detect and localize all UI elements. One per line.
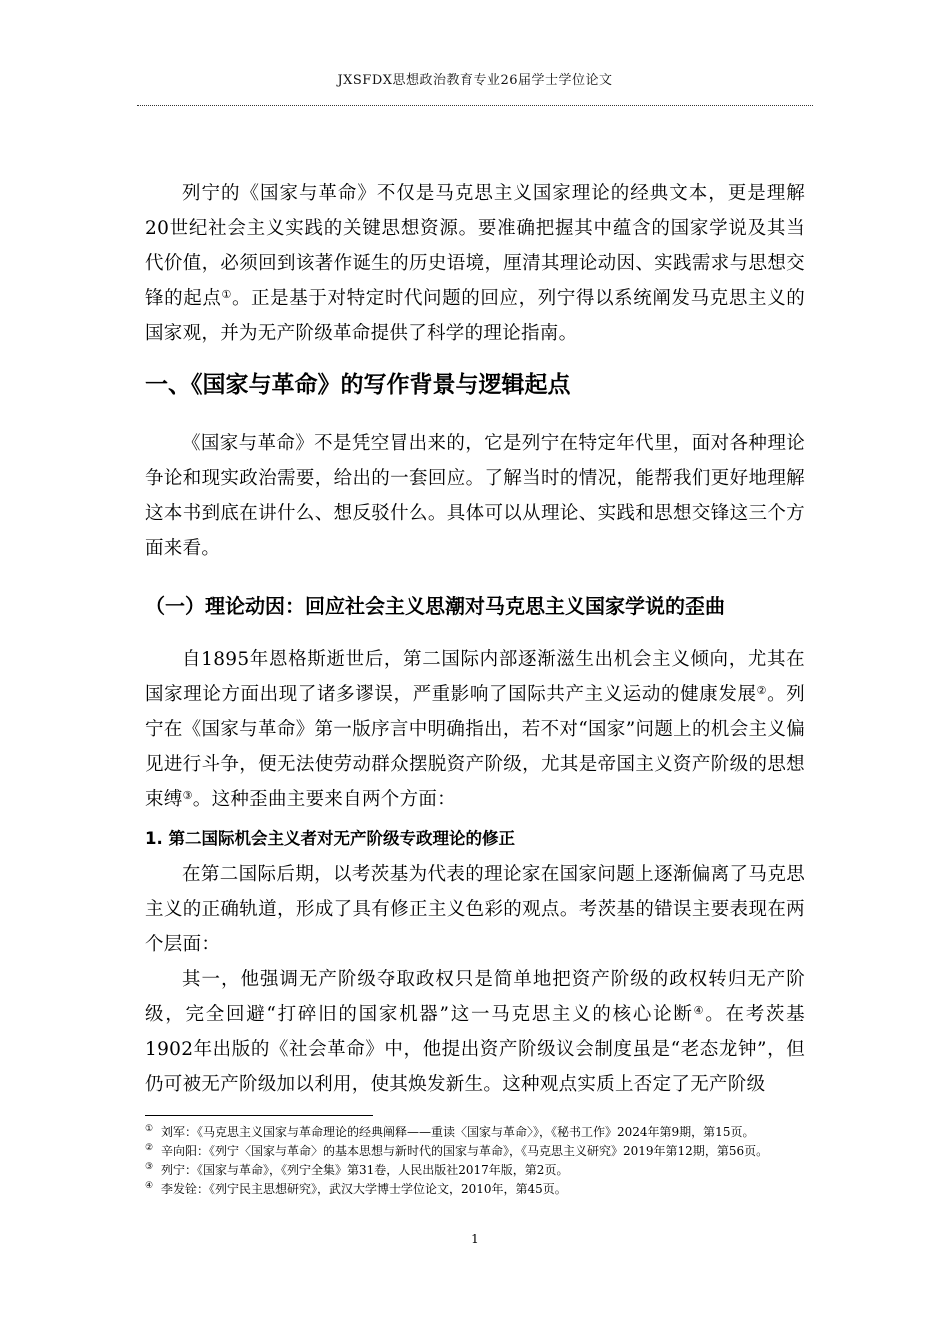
intro-paragraph bbox=[145, 176, 805, 351]
footnote-item bbox=[145, 1123, 805, 1142]
header-divider bbox=[137, 105, 813, 106]
section-heading-1: 一、《国家与革命》的写作背景与逻辑起点 bbox=[145, 372, 571, 398]
para4-text-2: 。在考茨基1902年出版的《社会革命》中，他提出资产阶级议会制度虽是“老态龙钟”，但仍可被无产阶级加以利用，使其焕发新生。这种观点实质上否定了无产阶级 bbox=[145, 1004, 805, 1095]
footnote-mark: ② bbox=[145, 1143, 154, 1153]
footnotes bbox=[145, 1123, 805, 1199]
intro-text-2: 。正是基于对特定时代问题的回应，列宁得以系统阐发马克思主义的国家观，并为无产阶级革命提供了科学的理论指南。 bbox=[145, 288, 805, 344]
para2-text-1: 自1895年恩格斯逝世后，第二国际内部逐渐滋生出机会主义倾向，尤其在国家理论方面出现了诸多谬误，严重影响了国际共产主义运动的健康发展 bbox=[145, 649, 805, 705]
footnote-ref-3[interactable]: ③ bbox=[182, 789, 193, 802]
para2-text-2: 。列宁在《国家与革命》第一版序言中明确指出，若不对“国家”问题上的机会主义偏见进行斗争，便无法使劳动群众摆脱资产阶级，尤其是帝国主义资产阶级的思想束缚 bbox=[145, 684, 805, 810]
footnote-text: 刘军：《马克思主义国家与革命理论的经典阐释——重读〈国家与革命〉》，《秘书工作》2024年第9期，第15页。 bbox=[161, 1125, 755, 1139]
paragraph-4 bbox=[145, 962, 805, 1102]
footnote-mark: ① bbox=[145, 1124, 154, 1134]
para2-text-3: 。这种歪曲主要来自两个方面： bbox=[192, 789, 456, 810]
footnote-text: 辛向阳：《列宁〈国家与革命〉的基本思想与新时代的国家与革命》，《马克思主义研究》2019年第12期，第56页。 bbox=[161, 1144, 769, 1158]
footnote-mark: ④ bbox=[145, 1181, 154, 1191]
footnote-item bbox=[145, 1142, 805, 1161]
footnote-item bbox=[145, 1180, 805, 1199]
sub-subsection-heading: 1. 第二国际机会主义者对无产阶级专政理论的修正 bbox=[145, 829, 515, 848]
footnote-separator bbox=[145, 1115, 373, 1116]
footnote-item bbox=[145, 1161, 805, 1180]
running-header: JXSFDX思想政治教育专业26届学士学位论文 bbox=[337, 73, 613, 88]
footnote-text: 列宁：《国家与革命》，《列宁全集》第31卷，人民出版社2017年版，第2页。 bbox=[161, 1163, 569, 1177]
para4-text-1: 其一，他强调无产阶级夺取政权只是简单地把资产阶级的政权转归无产阶级，完全回避“打碎旧的国家机器”这一马克思主义的核心论断 bbox=[145, 969, 805, 1025]
footnote-mark: ③ bbox=[145, 1162, 154, 1172]
section1-paragraph: 《国家与革命》不是凭空冒出来的，它是列宁在特定年代里，面对各种理论争论和现实政治需要，给出的一套回应。了解当时的情况，能帮我们更好地理解这本书到底在讲什么、想反驳什么。具体可以从理论、实践和思想交锋这三个方面来看。 bbox=[145, 433, 805, 559]
paragraph-3: 在第二国际后期，以考茨基为代表的理论家在国家问题上逐渐偏离了马克思主义的正确轨道，形成了具有修正主义色彩的观点。考茨基的错误主要表现在两个层面： bbox=[145, 864, 805, 955]
footnote-ref-4[interactable]: ④ bbox=[693, 1004, 706, 1017]
main-body bbox=[145, 176, 805, 1102]
page-number: 1 bbox=[471, 1232, 479, 1246]
subsection-heading: （一）理论动因：回应社会主义思潮对马克思主义国家学说的歪曲 bbox=[145, 594, 725, 618]
footnote-ref-1[interactable]: ① bbox=[221, 288, 232, 301]
footnote-text: 李发铨：《列宁民主思想研究》，武汉大学博士学位论文，2010年，第45页。 bbox=[161, 1182, 567, 1196]
intro-text-1: 列宁的《国家与革命》不仅是马克思主义国家理论的经典文本，更是理解20世纪社会主义实践的关键思想资源。要准确把握其中蕴含的国家学说及其当代价值，必须回到该著作诞生的历史语境，厘清其理论动因、实践需求与思想交锋的起点 bbox=[145, 183, 805, 309]
paragraph-2 bbox=[145, 642, 805, 817]
footnote-ref-2[interactable]: ② bbox=[756, 684, 768, 697]
